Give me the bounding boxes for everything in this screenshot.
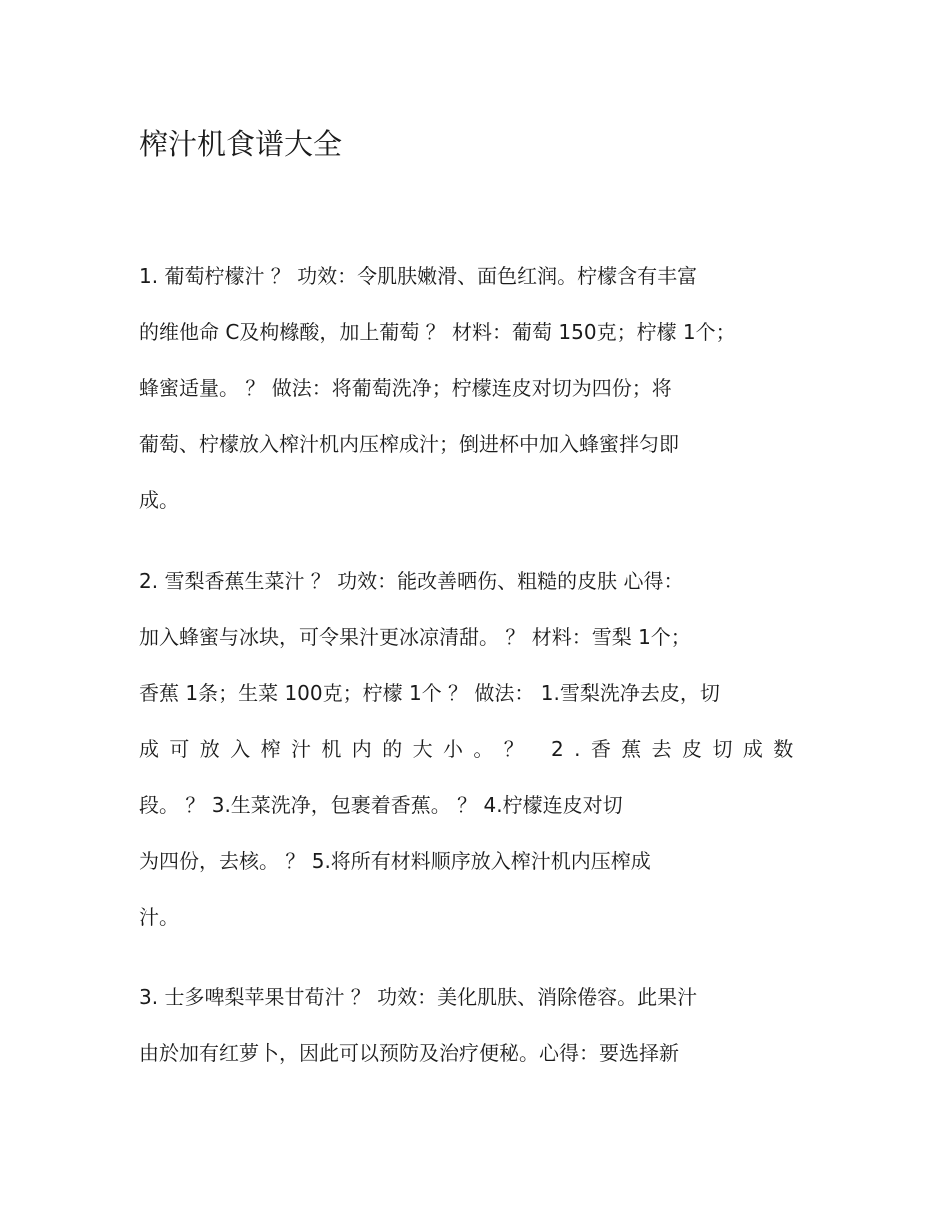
recipe-2-line-2: 加入蜂蜜与冰块，可令果汁更冰凉清甜。 ？ 材料：雪梨 1个； (139, 625, 691, 649)
recipe-2-line-1: 2. 雪梨香蕉生菜汁 ？ 功效：能改善晒伤、粗糙的皮肤 心得： (139, 569, 684, 593)
recipe-2-line-5: 段。 ？ 3.生菜洗净，包裹着香蕉。 ？ 4.柠檬连皮对切 (139, 793, 623, 817)
recipe-3-line-1: 3. 士多啤梨苹果甘荀汁 ？ 功效：美化肌肤、消除倦容。此果汁 (139, 985, 698, 1009)
recipe-1-line-3: 蜂蜜适量。 ？ 做法：将葡萄洗净；柠檬连皮对切为四份；将 (139, 376, 672, 400)
recipe-2-line-4: 成可放入榨汁机内的大小。？ 2.香蕉去皮切成数 (139, 737, 804, 761)
recipe-2-line-6: 为四份，去核。 ？ 5.将所有材料顺序放入榨汁机内压榨成 (139, 849, 651, 873)
recipe-1-line-2: 的维他命 C及枸橼酸，加上葡萄 ？ 材料：葡萄 150克；柠檬 1个； (139, 320, 736, 344)
recipe-2-line-7: 汁。 (139, 905, 179, 929)
recipe-1-line-5: 成。 (139, 488, 179, 512)
recipe-3-line-2: 由於加有红萝卜，因此可以预防及治疗便秘。心得：要选择新 (139, 1041, 679, 1065)
recipe-1-line-4: 葡萄、柠檬放入榨汁机内压榨成汁；倒进杯中加入蜂蜜拌匀即 (139, 432, 679, 456)
document-title: 榨汁机食谱大全 (139, 127, 343, 161)
recipe-2-line-3: 香蕉 1条；生菜 100克；柠檬 1个 ？ 做法： 1.雪梨洗净去皮，切 (139, 681, 720, 705)
recipe-1-line-1: 1. 葡萄柠檬汁 ？ 功效：令肌肤嫩滑、面色红润。柠檬含有丰富 (139, 264, 698, 288)
